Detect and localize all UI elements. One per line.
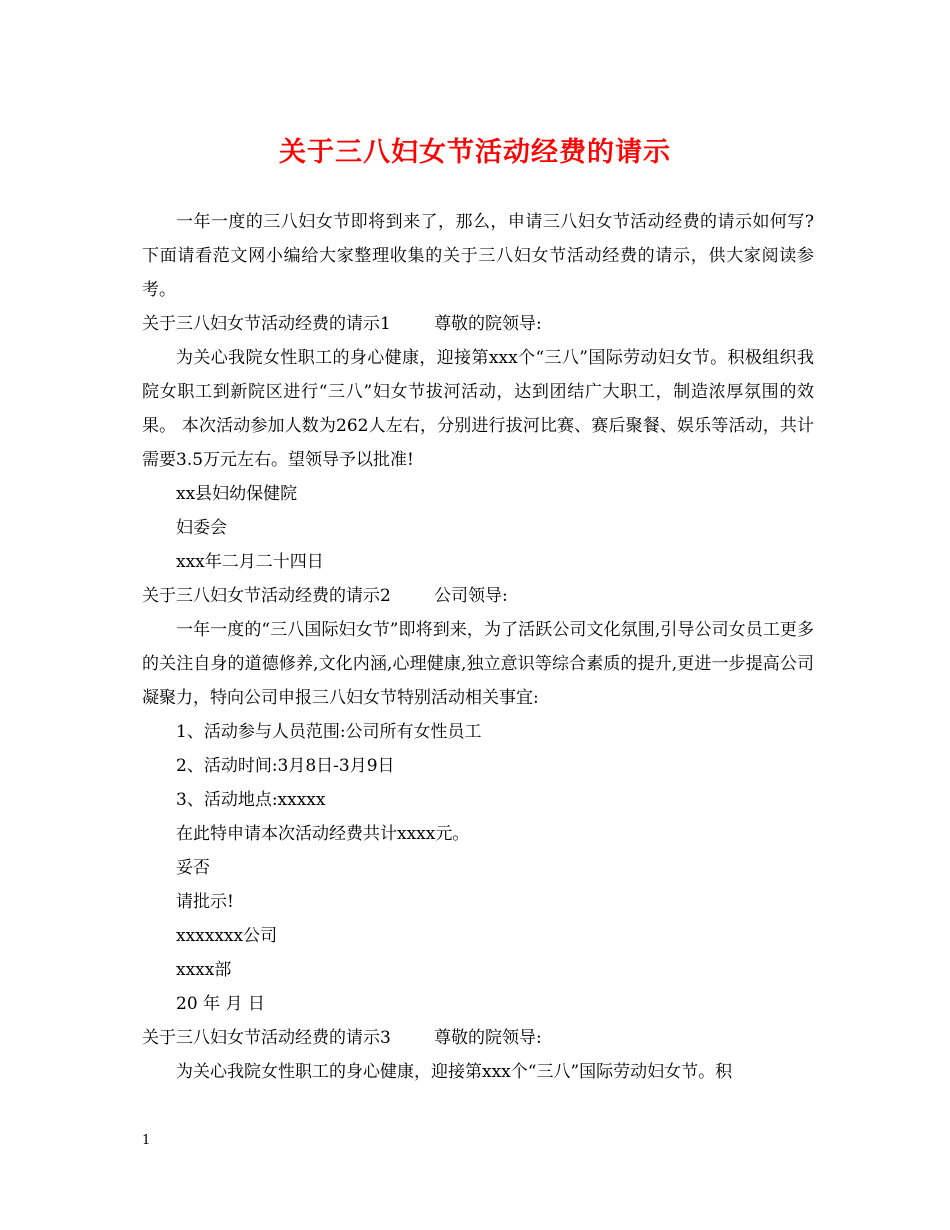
section-heading xyxy=(142,307,814,341)
signature-line: xxxxxxx公司 xyxy=(176,926,278,946)
closing-line: 妥否 xyxy=(176,858,210,878)
section-paragraph: 为关心我院女性职工的身心健康，迎接第xxx个“三八”国际劳动妇女节。积极组织我院女职工到新院区进行“三八”妇女节拔河活动，达到团结广大职工，制造浓厚氛围的效果。 本次活动参加人数为262人左右，分别进行拔河比赛、赛后聚餐、娱乐等活动，共计需要3.5万元左右。望领导予以批准! xyxy=(142,348,814,470)
section-heading-text: 关于三八妇女节活动经费的请示3 xyxy=(142,1028,391,1048)
date-line: xxx年二月二十四日 xyxy=(176,552,324,572)
section-2 xyxy=(142,579,814,1021)
page-number: 1 xyxy=(142,1133,151,1148)
list-item: 2、活动时间:3月8日-3月9日 xyxy=(176,756,395,776)
section-paragraph: 一年一度的“三八国际妇女节”即将到来，为了活跃公司文化氛围,引导公司女员工更多的关注自身的道德修养,文化内涵,心理健康,独立意识等综合素质的提升,更进一步提高公司凝聚力，特向公司申报三八妇女节特别活动相关事宜: xyxy=(142,620,814,708)
date-line: 20 年 月 日 xyxy=(176,994,265,1014)
list-item: 1、活动参与人员范围:公司所有女性员工 xyxy=(176,722,482,742)
section-1 xyxy=(142,307,814,579)
document-title: 关于三八妇女节活动经费的请示 xyxy=(279,137,671,168)
section-heading xyxy=(142,579,814,613)
section-salutation: 尊敬的院领导: xyxy=(434,1028,542,1048)
intro-paragraph: 一年一度的三八妇女节即将到来了，那么，申请三八妇女节活动经费的请示如何写?下面请看范文网小编给大家整理收集的关于三八妇女节活动经费的请示，供大家阅读参考。 xyxy=(142,212,814,300)
closing-line: 请批示! xyxy=(176,892,234,912)
signature-line: 妇委会 xyxy=(176,518,227,538)
section-salutation: 尊敬的院领导: xyxy=(434,314,542,334)
list-item: 3、活动地点:xxxxx xyxy=(176,790,326,810)
section-salutation: 公司领导: xyxy=(434,586,508,606)
signature-line: xxxx部 xyxy=(176,960,232,980)
request-line: 在此特申请本次活动经费共计xxxx元。 xyxy=(176,824,470,844)
section-heading xyxy=(142,1021,814,1055)
section-heading-text: 关于三八妇女节活动经费的请示1 xyxy=(142,314,391,334)
section-3 xyxy=(142,1021,814,1089)
signature-line: xx县妇幼保健院 xyxy=(176,484,298,504)
section-heading-text: 关于三八妇女节活动经费的请示2 xyxy=(142,586,391,606)
document-body xyxy=(142,205,814,1089)
section-paragraph: 为关心我院女性职工的身心健康，迎接第xxx个“三八”国际劳动妇女节。积 xyxy=(176,1062,733,1082)
